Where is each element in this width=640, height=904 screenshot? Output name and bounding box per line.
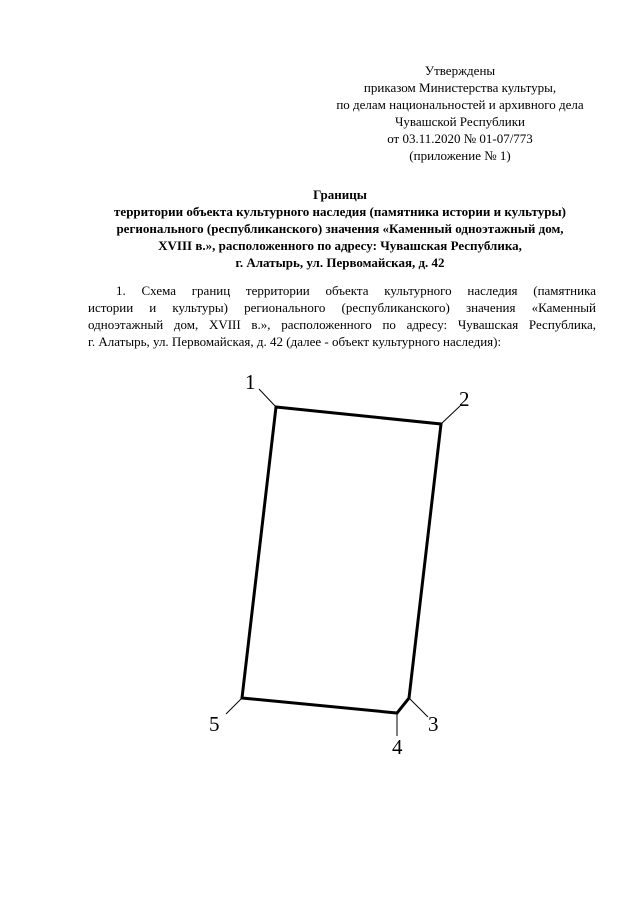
boundary-polygon [242,407,441,713]
title-line: XVIII в.», расположенного по адресу: Чувашская Республика, [158,238,522,253]
leader-line-2 [441,406,460,424]
approval-line: по делам национальностей и архивного дела [336,97,584,112]
approval-line: Чувашской Республики [394,114,526,129]
point-label-1: 1 [245,370,256,394]
point-label-3: 3 [428,712,439,736]
approval-line: от 03.11.2020 № 01-07/773 [387,131,533,146]
title-line: г. Алатырь, ул. Первомайская, д. 42 [235,255,445,270]
approval-line: приказом Министерства культуры, [363,80,557,95]
paragraph-line: 1. Схема границ территории объекта культурного наследия (памятника [116,283,596,298]
paragraph-line: истории и культуры) регионального (республиканского) значения «Каменный [88,300,596,315]
title-line: Границы [313,187,367,202]
approval-line: Утверждены [424,63,496,78]
leader-line-3 [409,698,428,717]
point-label-5: 5 [209,712,220,736]
leader-line-1 [259,389,276,407]
title-line: регионального (республиканского) значения «Каменный одноэтажный дом, [116,221,564,236]
point-label-2: 2 [459,387,470,411]
approval-line: (приложение № 1) [409,148,511,163]
title-line: территории объекта культурного наследия (памятника истории и культуры) [114,204,566,219]
paragraph-line: одноэтажный дом, XVIII в.», расположенного по адресу: Чувашская Республика, [88,317,596,332]
paragraph-line: г. Алатырь, ул. Первомайская, д. 42 (далее - объект культурного наследия): [88,334,502,349]
point-label-4: 4 [392,735,403,759]
leader-line-5 [226,698,242,714]
